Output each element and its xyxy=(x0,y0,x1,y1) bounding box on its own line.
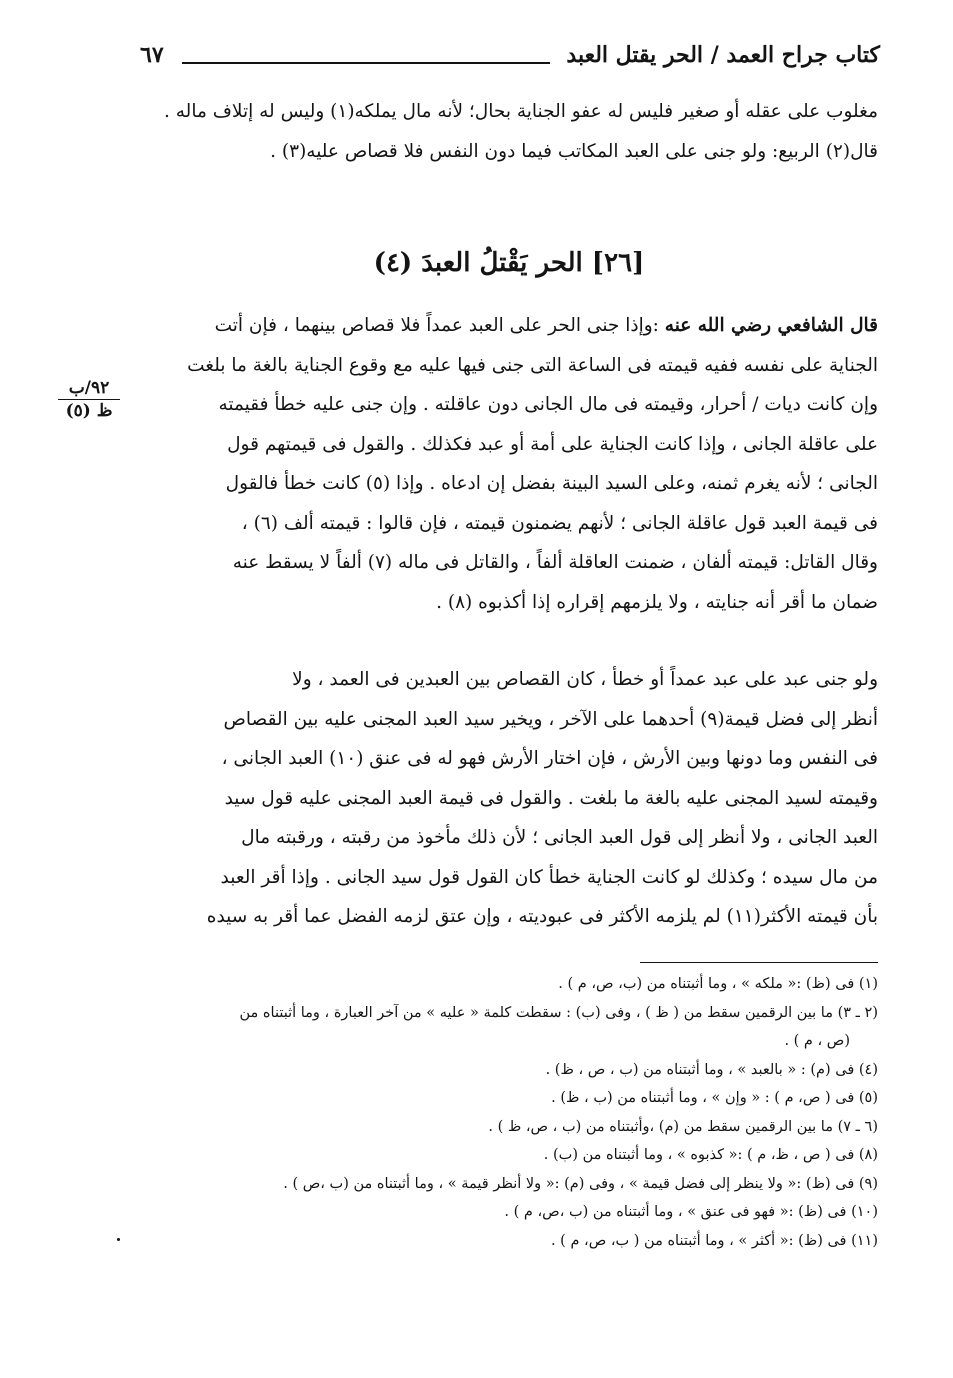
footnote: (١١) فى (ظ) :« أكثر » ، وما أثبتناه من ( ب، ص، م ) . xyxy=(550,1232,878,1249)
paragraph-line: وقال القاتل: قيمته ألفان ، ضمنت العاقلة ألفاً ، والقاتل فى ماله (٧) ألفاً لا يسقط عنه xyxy=(232,552,878,573)
paragraph-line: فى قيمة العبد قول عاقلة الجانى ؛ لأنهم يضمنون قيمته ، فإن قالوا : قيمته ألف (٦) ، xyxy=(241,512,878,534)
footnote: (٦ ـ ٧) ما بين الرقمين سقط من (م) ،وأثبتناه من (ب ، ص، ظ ) . xyxy=(488,1118,878,1135)
margin-note-folio: ٩٢/ب xyxy=(58,378,120,400)
intro-line: مغلوب على عقله أو صغير فليس له عفو الجناية بحال؛ لأنه مال يملكه(١) وليس له إتلاف ماله . xyxy=(164,101,878,122)
paragraph-line: الجانى ؛ لأنه يغرم ثمنه، وعلى السيد البينة بفضل إن ادعاه . وإذا (٥) كانت خطأ فالقول xyxy=(225,473,878,494)
section-heading: [٢٦] الحر يَقْتلُ العبدَ (٤) xyxy=(373,248,645,278)
paragraph-line: ولو جنى عبد على عبد عمداً أو خطأ ، كان القصاص بين العبدين فى العمد ، ولا xyxy=(292,669,878,690)
footnote: (٢ ـ ٣) ما بين الرقمين سقط من ( ظ ) ، وفى (ب) : سقطت كلمة « عليه » من آخر العبارة ، وما أثبتناه من xyxy=(239,1004,878,1021)
paragraph-line: على عاقلة الجانى ، وإذا كانت الجناية على أمة أو عبد فكذلك . والقول فى قيمتهم قول xyxy=(227,433,878,455)
paragraph-line: بأن قيمته الأكثر(١١) لم يلزمه الأكثر فى عبوديته ، وإن عتق لزمه الفضل عما أقر به سيده xyxy=(206,906,878,927)
intro-line: قال(٢) الربيع: ولو جنى على العبد المكاتب فيما دون النفس فلا قصاص عليه(٣) . xyxy=(270,140,878,162)
running-header xyxy=(140,40,880,76)
paragraph-line: من مال سيده ؛ وكذلك لو كانت الجناية خطأ كان القول قول سيد الجانى . وإذا أقر العبد xyxy=(220,866,878,888)
footnote-continuation: (ص ، م ) . xyxy=(784,1033,850,1049)
paragraph-1 xyxy=(140,306,878,622)
header-title: كتاب جراح العمد / الحر يقتل العبد xyxy=(566,42,880,68)
footnotes xyxy=(140,970,878,1255)
margin-note-source: ظ (٥) xyxy=(65,401,113,421)
paragraph-line xyxy=(140,306,878,346)
paragraph-first-line: :وإذا جنى الحر على العبد عمداً فلا قصاص بينهما ، فإن أتت xyxy=(214,315,665,336)
page-number: ٦٧ xyxy=(140,42,164,68)
paragraph-line: ضمان ما أقر أنه جنايته ، ولا يلزمهم إقراره إذا أكذبوه (٨) . xyxy=(436,591,878,613)
manuscript-margin-note xyxy=(58,378,120,421)
paragraph-2 xyxy=(140,660,878,937)
footnote: (١٠) فى (ظ) :« فهو فى عنق » ، وما أثبتناه من (ب ،ص، م ) . xyxy=(504,1204,878,1220)
paragraph-line: أنظر إلى فضل قيمة(٩) أحدهما على الآخر ، ويخير سيد العبد المجنى عليه بين القصاص xyxy=(223,708,878,730)
footnote-separator xyxy=(640,962,878,963)
paragraph-line: وإن كانت ديات / أحرار، وقيمته فى مال الجانى دون عاقلته . وإن جنى عليه خطأ فقيمته xyxy=(218,394,878,415)
footnote: (٨) فى ( ص ، ظ، م ) :« كذبوه » ، وما أثبتناه من (ب) . xyxy=(543,1147,878,1163)
paragraph-line: العبد الجانى ، ولا أنظر إلى قول العبد الجانى ؛ لأن ذلك مأخوذ من رقبته ، ورقبته مال xyxy=(241,827,878,848)
footnote: (٤) فى (م) : « بالعبد » ، وما أثبتناه من (ب ، ص ، ظ) . xyxy=(545,1061,878,1078)
scan-speck xyxy=(117,1238,120,1241)
speaker-label: قال الشافعي رضي الله عنه xyxy=(664,315,878,336)
footnote: (٩) فى (ظ) :« ولا ينظر إلى فضل قيمة » ، وفى (م) :« ولا أنظر قيمة » ، وما أثبتناه من (ب ،ص ) . xyxy=(283,1175,878,1192)
paragraph-line: وقيمته لسيد المجنى عليه بالغة ما بلغت . والقول فى قيمة العبد المجنى عليه قول سيد xyxy=(224,787,878,809)
footnote: (٥) فى ( ص، م ) : « وإن » ، وما أثبتناه من (ب ، ظ) . xyxy=(551,1090,878,1106)
header-rule xyxy=(182,62,550,64)
paragraph-line: الجناية على نفسه ففيه قيمته فى الساعة التى جنى فيها عليه مع وقوع الجناية بالغة ما بلغت xyxy=(187,354,878,376)
paragraph-line: فى النفس وما دونها وبين الأرش ، فإن اختار الأرش فهو له فى عنق (١٠) العبد الجانى ، xyxy=(221,748,878,769)
footnote: (١) فى (ظ) :« ملكه » ، وما أثبتناه من (ب، ص، م ) . xyxy=(558,976,878,992)
intro-text xyxy=(140,92,878,171)
